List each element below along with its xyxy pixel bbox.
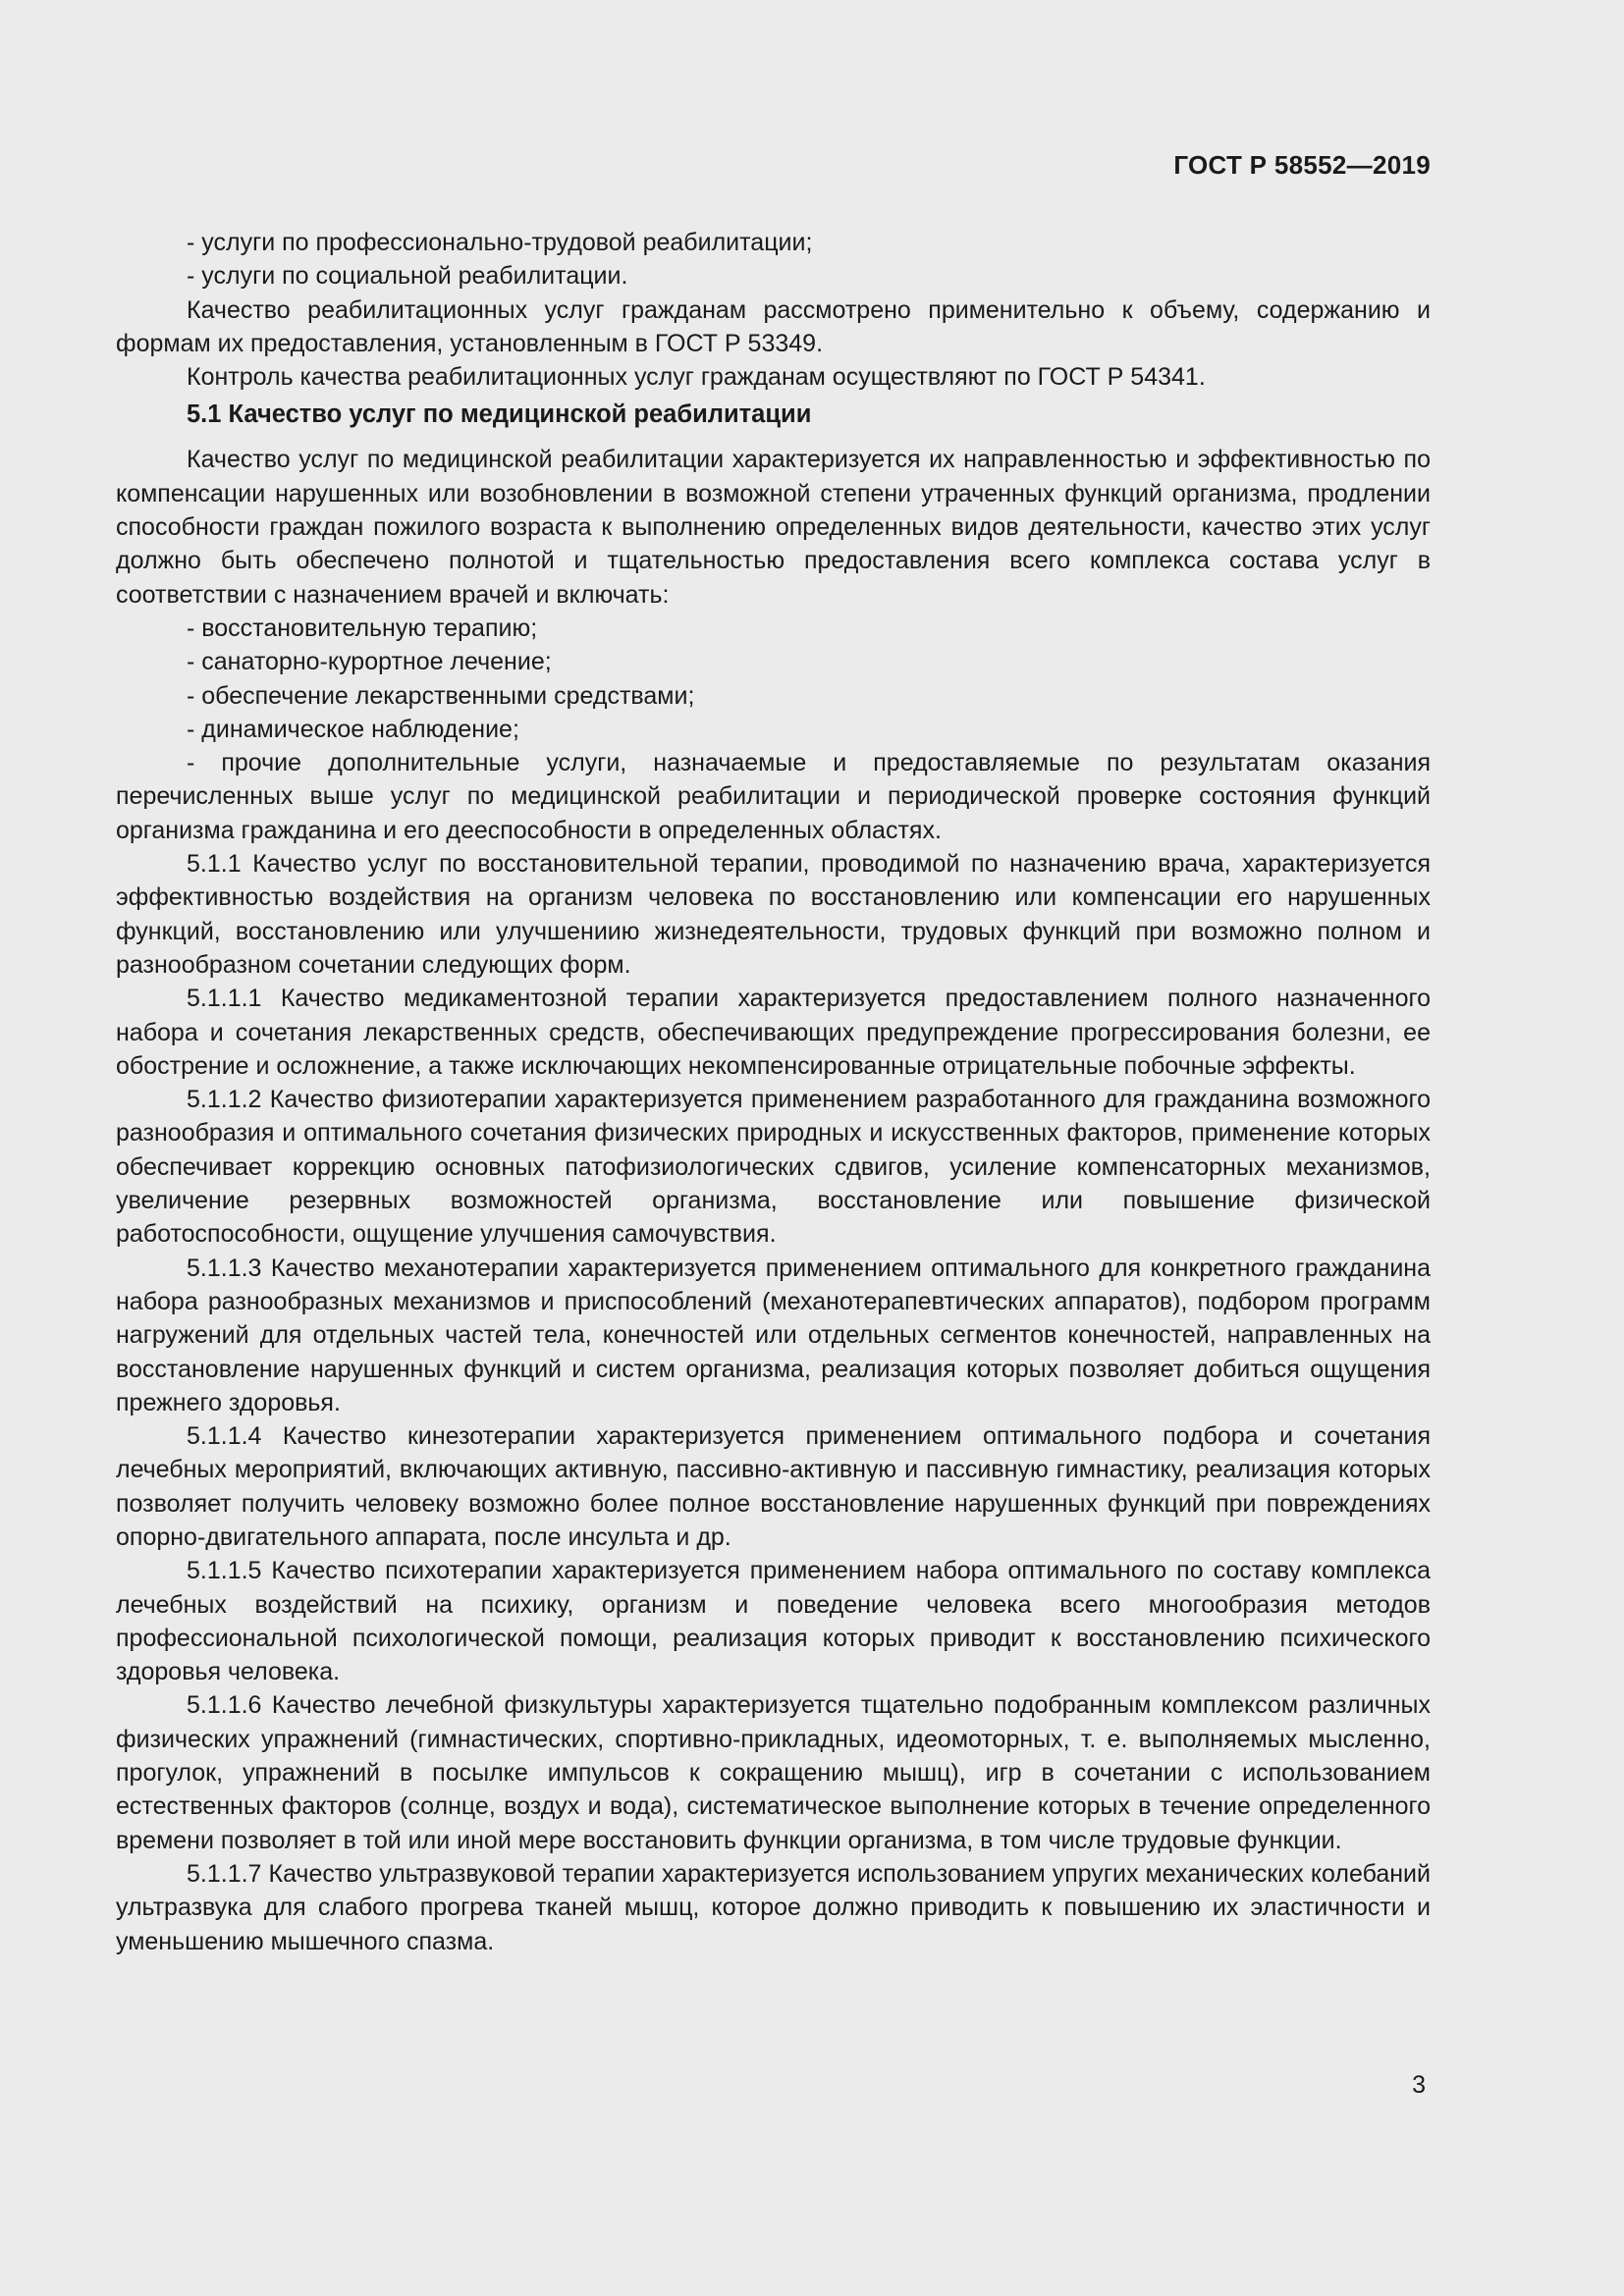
list-item: - восстановительную терапию; bbox=[187, 614, 538, 642]
document-header: ГОСТ Р 58552—2019 bbox=[1173, 150, 1431, 180]
list-item: - динамическое наблюдение; bbox=[187, 715, 519, 743]
list-item: - прочие дополнительные услуги, назначаемые и предоставляемые по результатам оказания перечисленных выше услуг по медицинской реабилитации и периодической проверке состояния функций организма гражданина и его дееспособности в определенных областях. bbox=[116, 749, 1431, 844]
clause-5-1-1-1: 5.1.1.1 Качество медикаментозной терапии характеризуется предоставлением полного назначенного набора и сочетания лекарственных средств, обеспечивающих предупреждение прогрессирования болезни, ее обострение и осложнение, а также исключающих некомпенсированные отрицательные побочные эффекты. bbox=[116, 985, 1431, 1080]
list-item: - санаторно-курортное лечение; bbox=[187, 648, 552, 676]
clause-5-1-1: 5.1.1 Качество услуг по восстановительной терапии, проводимой по назначению врача, характеризуется эффективностью воздействия на организм человека по восстановлению или компенсации его нарушенных функций, восстановлению или улучшениию жизнедеятельности, трудовых функций при возможно полном и разнообразном сочетании следующих форм. bbox=[116, 850, 1431, 979]
clause-5-1-1-7: 5.1.1.7 Качество ультразвуковой терапии характеризуется использованием упругих механических колебаний ультразвука для слабого прогрева тканей мышц, которое должно приводить к повышению их эластичности и уменьшению мышечного спазма. bbox=[116, 1859, 1431, 1955]
section-heading: 5.1 Качество услуг по медицинской реабилитации bbox=[187, 400, 812, 429]
clause-5-1-1-6: 5.1.1.6 Качество лечебной физкультуры характеризуется тщательно подобранным комплексом различных физических упражнений (гимнастических, спортивно-прикладных, идеомоторных, т. е. выполняемых мысленно, прогулок, упражнений в посылке импульсов к сокращению мышц), игр в сочетании с использованием естественных факторов (солнце, воздух и вода), систематическое выполнение которых в течение определенного времени позволяет в той или иной мере восстановить функции организма, в том числе трудовые функции. bbox=[116, 1691, 1431, 1854]
paragraph: Контроль качества реабилитационных услуг гражданам осуществляют по ГОСТ Р 54341. bbox=[187, 363, 1206, 392]
clause-5-1-1-4: 5.1.1.4 Качество кинезотерапии характеризуется применением оптимального подбора и сочетания лечебных мероприятий, включающих активную, пассивно-активную и пассивную гимнастику, реализация которых позволяет получить человеку возможно более полное восстановление нарушенных функций при повреждениях опорно-двигательного аппарата, после инсульта и др. bbox=[116, 1422, 1431, 1551]
list-item: - услуги по социальной реабилитации. bbox=[187, 262, 628, 291]
clause-5-1-1-5: 5.1.1.5 Качество психотерапии характеризуется применением набора оптимального по составу комплекса лечебных воздействий на психику, организм и поведение человека всего многообразия методов профессиональной психологической помощи, реализация которых приводит к восстановлению психического здоровья человека. bbox=[116, 1557, 1431, 1686]
paragraph: Качество реабилитационных услуг гражданам рассмотрено применительно к объему, содержанию и формам их предоставления, установленным в ГОСТ Р 53349. bbox=[116, 295, 1431, 357]
document-body bbox=[116, 226, 1431, 1958]
paragraph: Качество услуг по медицинской реабилитации характеризуется их направленностью и эффективностью по компенсации нарушенных или возобновлении в возможной степени утраченных функций организма, продлении способности граждан пожилого возраста к выполнению определенных видов деятельности, качество этих услуг должно быть обеспечено полнотой и тщательностью предоставления всего комплекса состава услуг в соответствии с назначением врачей и включать: bbox=[116, 446, 1431, 609]
clause-5-1-1-2: 5.1.1.2 Качество физиотерапии характеризуется применением разработанного для гражданина возможного разнообразия и оптимального сочетания физических природных и искусственных факторов, применение которых обеспечивает коррекцию основных патофизиологических сдвигов, усиление компенсаторных механизмов, увеличение резервных возможностей организма, восстановление или повышение физической работоспособности, ощущение улучшения самочувствия. bbox=[116, 1086, 1431, 1249]
list-item: - обеспечение лекарственными средствами; bbox=[187, 681, 695, 710]
clause-5-1-1-3: 5.1.1.3 Качество механотерапии характеризуется применением оптимального для конкретного гражданина набора разнообразных механизмов и приспособлений (механотерапевтических аппаратов), подбором программ нагружений для отдельных частей тела, конечностей или отдельных сегментов конечностей, направленных на восстановление нарушенных функций и систем организма, реализация которых позволяет добиться ощущения прежнего здоровья. bbox=[116, 1254, 1431, 1416]
list-item: - услуги по профессионально-трудовой реабилитации; bbox=[187, 229, 813, 256]
page-number: 3 bbox=[1412, 2071, 1426, 2099]
